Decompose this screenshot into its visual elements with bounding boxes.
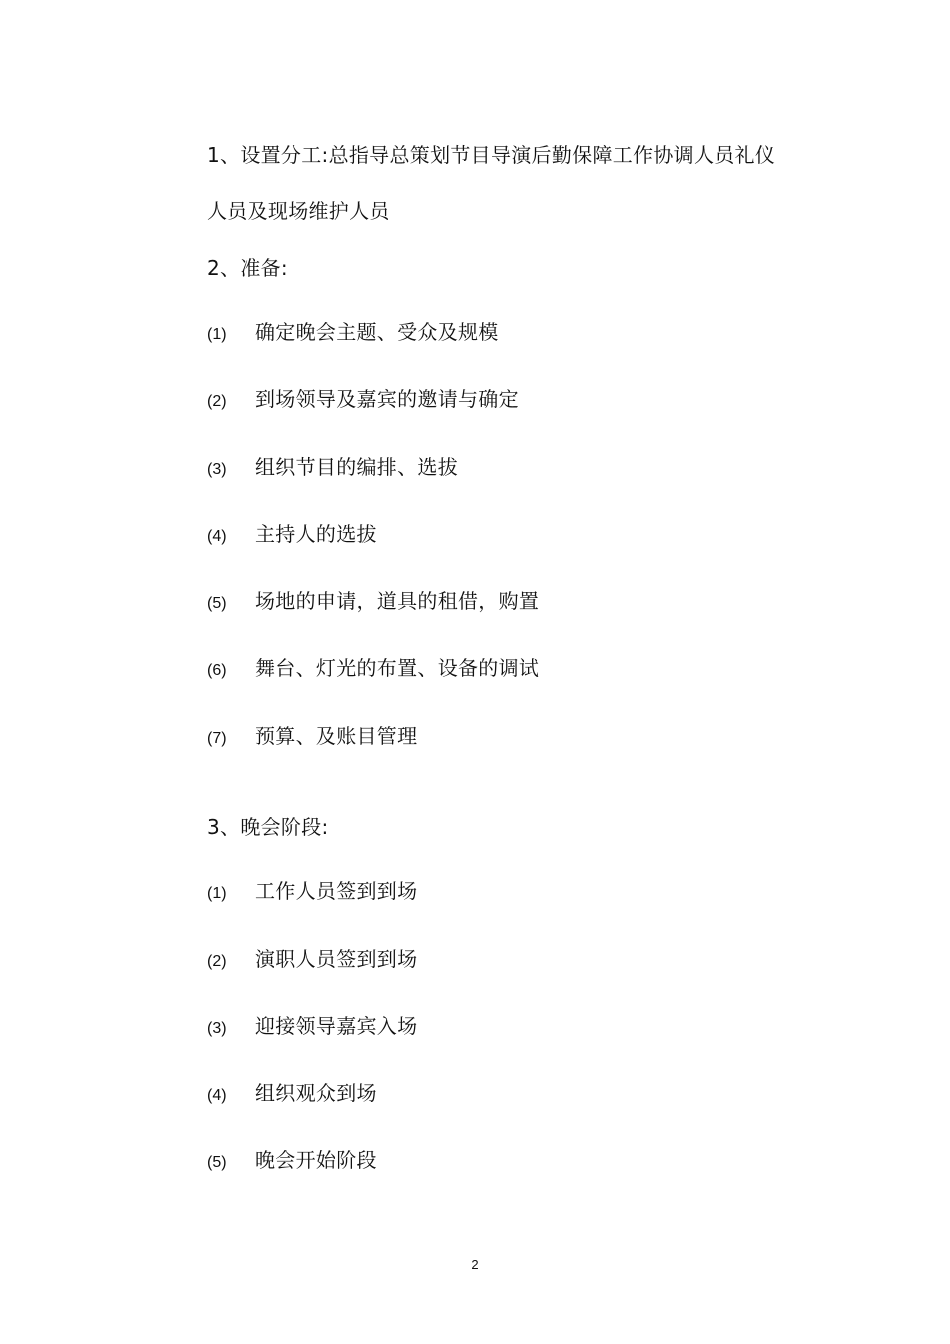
section2-item-text: 确定晚会主题、受众及规模 xyxy=(255,320,499,344)
section3-item-number: (4) xyxy=(207,1087,227,1104)
section1-line1: 1、设置分工:总指导总策划节目导演后勤保障工作协调人员礼仪 xyxy=(207,143,776,167)
section2-item-text: 舞台、灯光的布置、设备的调试 xyxy=(255,656,540,680)
section3-heading: 3、晚会阶段: xyxy=(207,815,329,839)
section2-item-text: 主持人的选拔 xyxy=(255,522,377,546)
section3-item-number: (3) xyxy=(207,1020,227,1037)
section1-line2: 人员及现场维护人员 xyxy=(207,199,390,223)
section2-item-number: (3) xyxy=(207,461,227,478)
section2-item-number: (2) xyxy=(207,393,227,410)
section2-item-text: 预算、及账目管理 xyxy=(255,724,418,748)
section3-item-text: 演职人员签到到场 xyxy=(255,947,418,971)
section3-item-text: 晚会开始阶段 xyxy=(255,1148,377,1172)
section2-item-text: 到场领导及嘉宾的邀请与确定 xyxy=(255,387,519,411)
section3-item-text: 组织观众到场 xyxy=(255,1081,377,1105)
section2-heading: 2、准备: xyxy=(207,256,288,280)
section2-item-number: (4) xyxy=(207,528,227,545)
section3-item-number: (2) xyxy=(207,953,227,970)
section2-item-text: 组织节目的编排、选拔 xyxy=(255,455,458,479)
section2-item-number: (1) xyxy=(207,326,227,343)
page-number: 2 xyxy=(471,1257,479,1272)
section2-item-number: (6) xyxy=(207,662,227,679)
section3-item-number: (5) xyxy=(207,1154,227,1171)
section2-item-number: (5) xyxy=(207,595,227,612)
section2-item-text: 场地的申请，道具的租借，购置 xyxy=(255,589,540,613)
section3-item-number: (1) xyxy=(207,885,227,902)
section3-item-text: 工作人员签到到场 xyxy=(255,879,418,903)
section2-item-number: (7) xyxy=(207,730,227,747)
section3-item-text: 迎接领导嘉宾入场 xyxy=(255,1014,418,1038)
